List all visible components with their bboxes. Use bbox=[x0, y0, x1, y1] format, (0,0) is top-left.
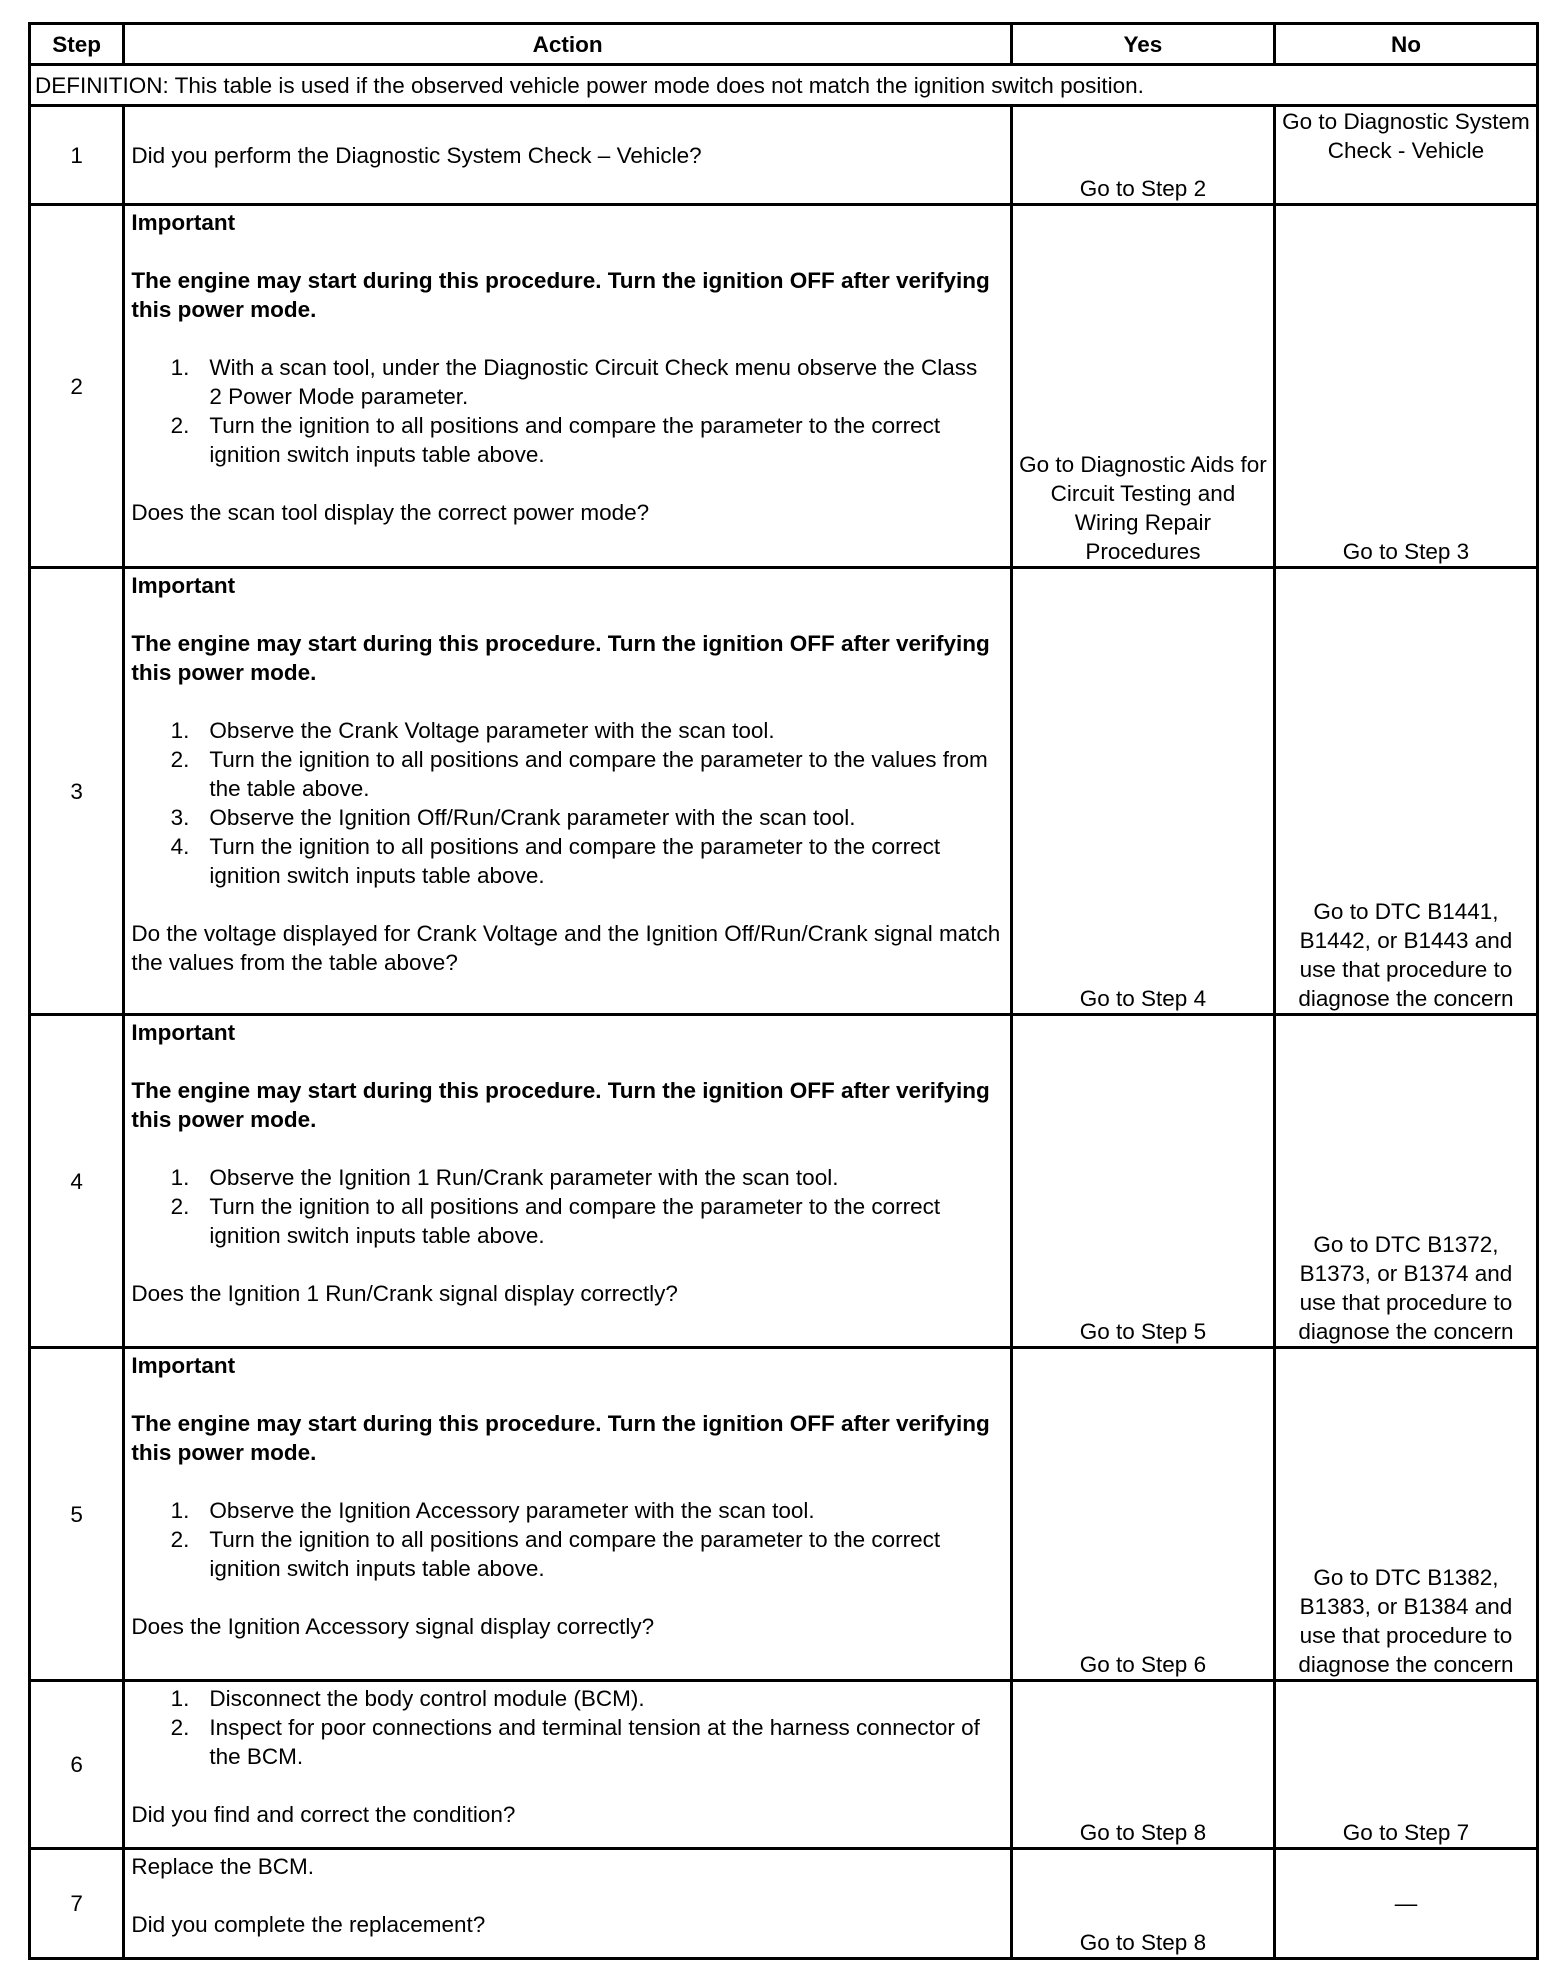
list-item: 2. Turn the ignition to all positions and compare the parameter to the correct ignition switch inputs table above. bbox=[170, 1527, 941, 1581]
list-item: 2. Turn the ignition to all positions and compare the parameter to the correct ignition switch inputs table above. bbox=[170, 413, 941, 467]
diagnostic-table bbox=[28, 22, 1539, 1960]
table-row bbox=[30, 568, 1538, 1015]
header-row bbox=[30, 24, 1538, 65]
table-row bbox=[30, 205, 1538, 568]
yes-result: Go to Step 6 bbox=[1011, 1348, 1274, 1681]
list-item: 1. With a scan tool, under the Diagnostic Circuit Check menu observe the Class 2 Power Mode parameter. bbox=[170, 355, 978, 409]
list-item: 2. Turn the ignition to all positions and compare the parameter to the correct ignition switch inputs table above. bbox=[170, 1194, 941, 1248]
instruction-list bbox=[131, 1496, 1004, 1583]
instruction-list bbox=[131, 1684, 1004, 1771]
list-item: 1. Observe the Ignition 1 Run/Crank parameter with the scan tool. bbox=[170, 1165, 839, 1190]
list-item: 2. Turn the ignition to all positions and compare the parameter to the values from the table above. bbox=[170, 747, 988, 801]
question-text: Did you find and correct the condition? bbox=[131, 1802, 516, 1827]
no-result: — bbox=[1274, 1849, 1537, 1959]
instruction-list bbox=[131, 1163, 1004, 1250]
yes-result: Go to Step 2 bbox=[1011, 106, 1274, 205]
table-row bbox=[30, 106, 1538, 205]
important-label: Important bbox=[131, 210, 236, 235]
yes-result: Go to Step 8 bbox=[1011, 1681, 1274, 1849]
instruction-list bbox=[131, 353, 1004, 469]
step-number: 3 bbox=[30, 568, 124, 1015]
important-warning: The engine may start during this procedure. Turn the ignition OFF after verifying this power mode. bbox=[131, 1411, 990, 1465]
yes-result: Go to Diagnostic Aids for Circuit Testing and Wiring Repair Procedures bbox=[1011, 205, 1274, 568]
step-number: 4 bbox=[30, 1015, 124, 1348]
list-item: 4. Turn the ignition to all positions and compare the parameter to the correct ignition switch inputs table above. bbox=[170, 834, 941, 888]
header-yes: Yes bbox=[1011, 24, 1274, 65]
definition-row bbox=[30, 65, 1538, 106]
list-item: 1. Disconnect the body control module (BCM). bbox=[170, 1686, 645, 1711]
important-warning: The engine may start during this procedure. Turn the ignition OFF after verifying this power mode. bbox=[131, 1078, 990, 1132]
important-label: Important bbox=[131, 1020, 236, 1045]
no-result: Go to DTC B1372, B1373, or B1374 and use that procedure to diagnose the concern bbox=[1274, 1015, 1537, 1348]
definition-text: DEFINITION: This table is used if the observed vehicle power mode does not match the ignition switch position. bbox=[30, 65, 1538, 106]
table-row bbox=[30, 1348, 1538, 1681]
important-warning: The engine may start during this procedure. Turn the ignition OFF after verifying this power mode. bbox=[131, 268, 990, 322]
important-label: Important bbox=[131, 1353, 236, 1378]
step-number: 5 bbox=[30, 1348, 124, 1681]
yes-result: Go to Step 5 bbox=[1011, 1015, 1274, 1348]
list-item: 2. Inspect for poor connections and terminal tension at the harness connector of the BCM. bbox=[170, 1715, 980, 1769]
question-text: Does the scan tool display the correct power mode? bbox=[131, 500, 650, 525]
question-text: Does the Ignition 1 Run/Crank signal display correctly? bbox=[131, 1281, 678, 1306]
question-text: Does the Ignition Accessory signal display correctly? bbox=[131, 1614, 655, 1639]
step-number: 1 bbox=[30, 106, 124, 205]
table-row bbox=[30, 1849, 1538, 1959]
header-no: No bbox=[1274, 24, 1537, 65]
header-action: Action bbox=[124, 24, 1012, 65]
table-row bbox=[30, 1015, 1538, 1348]
table-row bbox=[30, 1681, 1538, 1849]
yes-result: Go to Step 4 bbox=[1011, 568, 1274, 1015]
step-number: 7 bbox=[30, 1849, 124, 1959]
no-result: Go to Step 3 bbox=[1274, 205, 1537, 568]
yes-result: Go to Step 8 bbox=[1011, 1849, 1274, 1959]
list-item: 1. Observe the Ignition Accessory parameter with the scan tool. bbox=[170, 1498, 815, 1523]
list-item: 1. Observe the Crank Voltage parameter with the scan tool. bbox=[170, 718, 775, 743]
important-label: Important bbox=[131, 573, 236, 598]
step-number: 2 bbox=[30, 205, 124, 568]
header-step: Step bbox=[30, 24, 124, 65]
question-text: Did you perform the Diagnostic System Check – Vehicle? bbox=[131, 142, 702, 168]
question-text: Do the voltage displayed for Crank Voltage and the Ignition Off/Run/Crank signal match the values from the table above? bbox=[131, 921, 1001, 975]
no-result: Go to Diagnostic System Check - Vehicle bbox=[1274, 106, 1537, 205]
no-result: Go to DTC B1441, B1442, or B1443 and use that procedure to diagnose the concern bbox=[1274, 568, 1537, 1015]
no-result: Go to Step 7 bbox=[1274, 1681, 1537, 1849]
important-warning: The engine may start during this procedure. Turn the ignition OFF after verifying this power mode. bbox=[131, 631, 990, 685]
no-result: Go to DTC B1382, B1383, or B1384 and use that procedure to diagnose the concern bbox=[1274, 1348, 1537, 1681]
list-item: 3. Observe the Ignition Off/Run/Crank parameter with the scan tool. bbox=[170, 805, 856, 830]
question-text: Did you complete the replacement? bbox=[131, 1912, 486, 1937]
instruction-text: Replace the BCM. bbox=[131, 1854, 314, 1879]
step-number: 6 bbox=[30, 1681, 124, 1849]
instruction-list bbox=[131, 716, 1004, 890]
